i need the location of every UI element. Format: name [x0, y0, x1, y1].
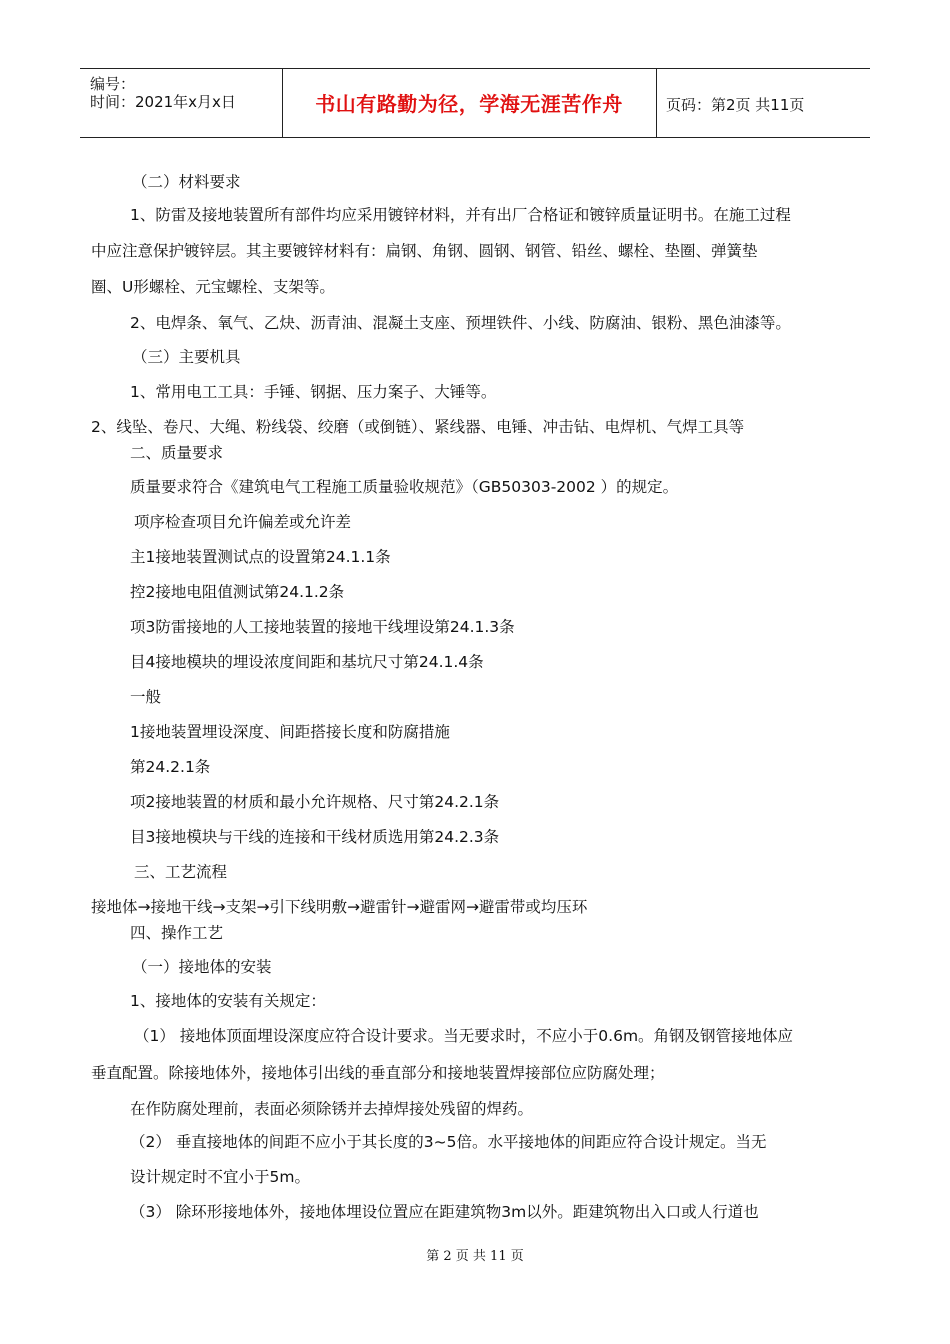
body-line: 1、常用电工工具：手锤、钢据、压力案子、大锤等。	[130, 383, 497, 401]
document-number-label: 编号：	[90, 75, 136, 93]
table-row-line: 项3防雷接地的人工接地装置的接地干线埋设第24.1.3条	[130, 618, 515, 636]
body-line: 垂直配置。除接地体外，接地体引出线的垂直部分和接地装置焊接部位应防腐处理；	[91, 1064, 665, 1082]
header-divider	[656, 69, 657, 137]
table-row-line: 项2接地装置的材质和最小允许规格、尺寸第24.2.1条	[130, 793, 500, 811]
body-line: 在作防腐处理前，表面必须除锈并去掉焊接处残留的焊药。	[130, 1100, 534, 1118]
body-line: 圈、U形螺栓、元宝螺栓、支架等。	[91, 278, 335, 296]
body-line: 1、防雷及接地装置所有部件均应采用镀锌材料，并有出厂合格证和镀锌质量证明书。在施工过程	[130, 206, 791, 224]
section-heading: （三）主要机具	[132, 348, 241, 366]
body-line: 2、电焊条、氧气、乙炔、沥青油、混凝土支座、预埋铁件、小线、防腐油、银粉、黑色油漆等。	[130, 314, 791, 332]
section-heading: 四、操作工艺	[130, 924, 224, 942]
table-header-line: 项序检查项目允许偏差或允许差	[134, 513, 352, 531]
body-line: （3） 除环形接地体外，接地体埋设位置应在距建筑物3m以外。距建筑物出入口或人行道也	[130, 1203, 759, 1221]
section-heading: 二、质量要求	[130, 444, 224, 462]
body-line: 质量要求符合《建筑电气工程施工质量验收规范》（GB50303-2002 ）的规定。	[130, 478, 679, 496]
body-line: 1、接地体的安装有关规定：	[130, 992, 326, 1010]
table-row-line: 1接地装置埋设深度、间距搭接长度和防腐措施	[130, 723, 450, 741]
table-row-line: 目4接地模块的埋设浓度间距和基坑尺寸第24.1.4条	[130, 653, 484, 671]
section-heading: （一）接地体的安装	[132, 958, 272, 976]
section-heading: （二）材料要求	[132, 173, 241, 191]
table-row-line: 控2接地电阻值测试第24.1.2条	[130, 583, 345, 601]
table-row-line: 目3接地模块与干线的连接和干线材质选用第24.2.3条	[130, 828, 500, 846]
table-row-line: 一般	[130, 688, 162, 706]
body-line: 设计规定时不宜小于5m。	[130, 1168, 310, 1186]
body-line: 中应注意保护镀锌层。其主要镀锌材料有：扁钢、角钢、圆钢、钢管、铅丝、螺栓、垫圈、弹簧垫	[91, 242, 758, 260]
header-motto: 书山有路勤为径，学海无涯苦作舟	[315, 91, 623, 116]
page-info: 页码：第2页 共11页	[666, 96, 805, 114]
page-footer: 第 2 页 共 11 页	[426, 1249, 524, 1264]
body-line: （1） 接地体顶面埋设深度应符合设计要求。当无要求时，不应小于0.6m。角钢及钢管接地体应	[134, 1027, 794, 1045]
body-line: （2） 垂直接地体的间距不应小于其长度的3~5倍。水平接地体的间距应符合设计规定。当无	[130, 1133, 767, 1151]
process-flow-line: 接地体→接地干线→支架→引下线明敷→避雷针→避雷网→避雷带或均压环	[91, 898, 588, 916]
table-row-line: 第24.2.1条	[130, 758, 211, 776]
document-date: 时间：2021年x月x日	[90, 93, 236, 111]
table-row-line: 主1接地装置测试点的设置第24.1.1条	[130, 548, 391, 566]
body-line: 2、线坠、卷尺、大绳、粉线袋、绞磨（或倒链）、紧线器、电锤、冲击钻、电焊机、气焊工具等	[91, 418, 745, 436]
section-heading: 三、工艺流程	[134, 863, 228, 881]
